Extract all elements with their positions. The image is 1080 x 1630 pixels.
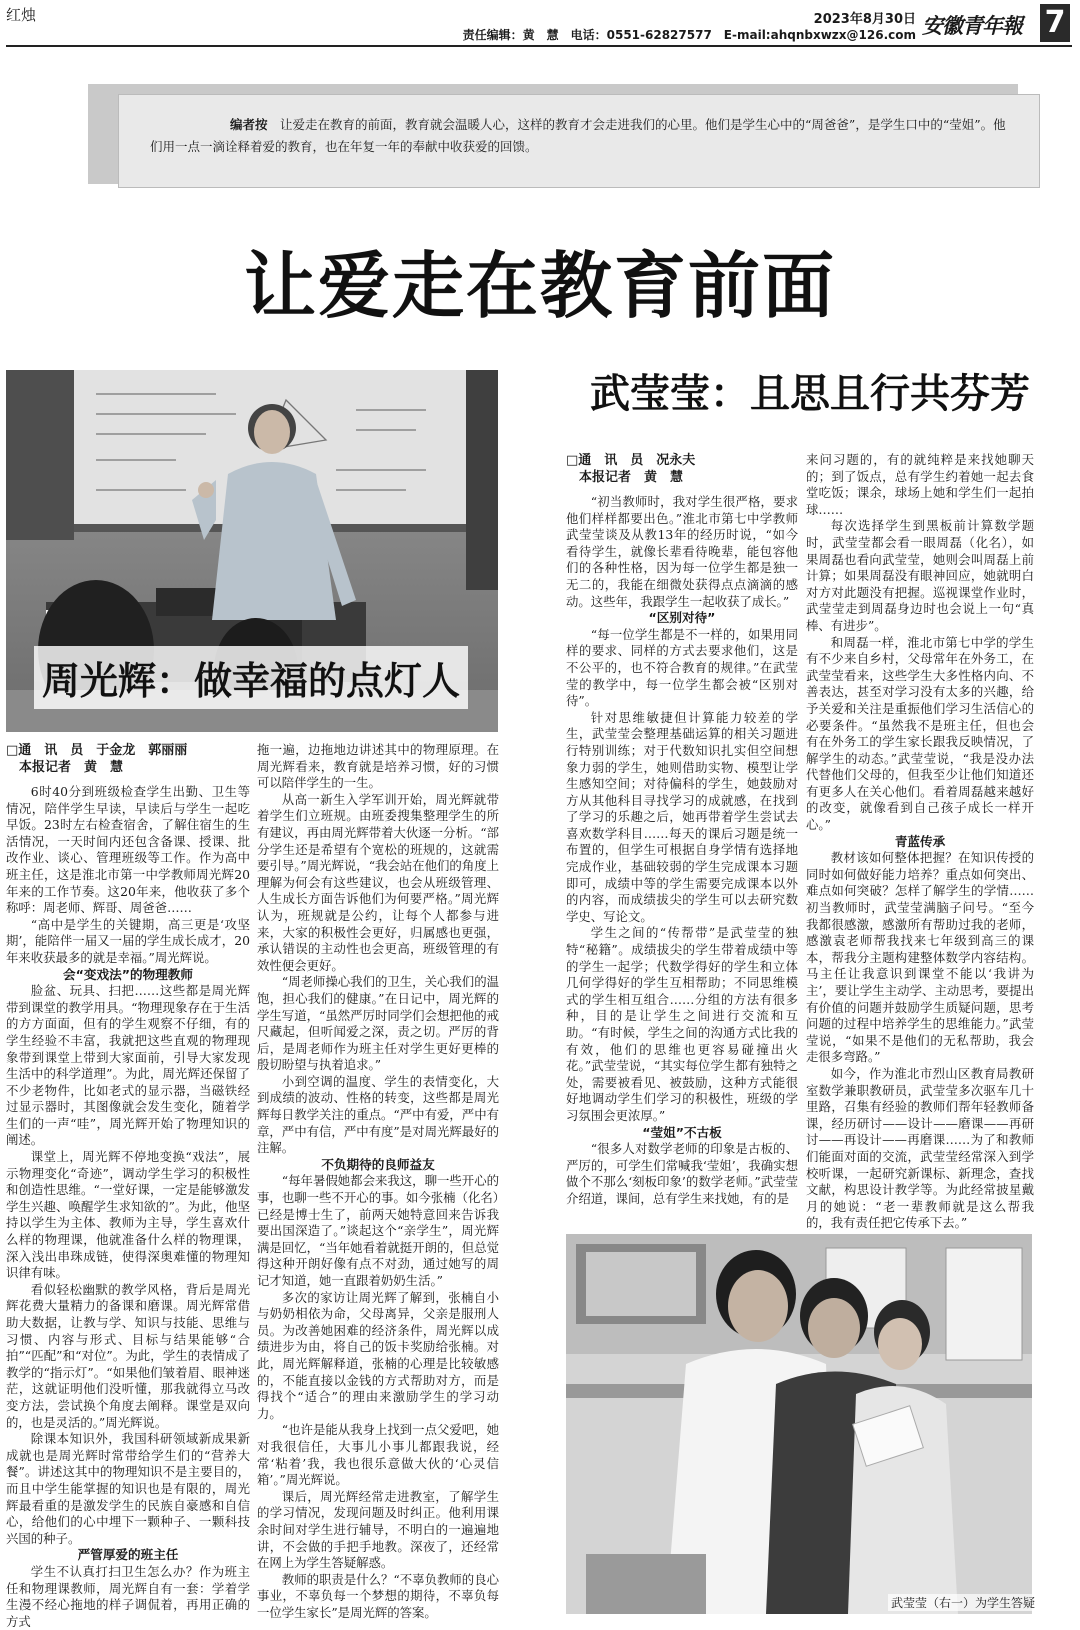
paragraph: 多次的家访让周光辉了解到，张楠自小与奶奶相依为命，父母离异，父亲是服刑人员。为改善她困难的经济条件，周光辉以成绩进步为由，将自己的饭卡奖励给张楠。对此，周光辉解释道，张楠的心理是比较敏感的，不能直接以金钱的方式帮助对方，而是得找个“适合”的理由来激励学生的学习动力。 bbox=[257, 1289, 499, 1421]
paragraph: “也许是能从我身上找到一点父爱吧，她对我很信任，大事儿小事儿都跟我说，经常‘粘着’我，我也很乐意做大伙的‘心灵信箱’。”周光辉说。 bbox=[257, 1422, 499, 1488]
editor-note-label: 编者按 bbox=[230, 117, 268, 132]
paragraph: 教师的职责是什么？“不辜负教师的良心事业，不辜负每一个梦想的期待，不辜负每一位学生家长”是周光辉的答案。 bbox=[257, 1571, 499, 1620]
paragraph: 小到空调的温度、学生的表情变化，大到成绩的波动、性格的转变，这些都是周光辉每日教学关注的重点。“严中有爱，严中有章，严中有信，严中有度”是对周光辉最好的注解。 bbox=[257, 1073, 499, 1156]
newspaper-logo bbox=[922, 4, 1072, 44]
paragraph: “初当教师时，我对学生很严格，要求他们样样都要出色。”淮北市第七中学教师武莹莹谈及从教13年的经历时说，“如今看待学生，就像长辈看待晚辈，能包容他们的各种性格，因为每一位学生都是独一无二的，我能在细微处获得点点滴滴的感动。这些年，我跟学生一起收获了成长。” bbox=[566, 494, 798, 609]
paragraph: “很多人对数学老师的印象是古板的、严厉的，可学生们常喊我‘莹姐’，我确实想做个不那么‘刻板印象’的数学老师。”武莹莹介绍道，课间，总有学生来找她，有的是 bbox=[566, 1141, 798, 1206]
right-article-column-1 bbox=[566, 452, 798, 1208]
paragraph: 教材该如何整体把握？在知识传授的同时如何做好能力培养？重点如何突出、难点如何突破？怎样了解学生的学情……初当教师时，武莹莹满脑子问号。“至今我都很感激，感激所有帮助过我的老师，感激袁老师帮我找来七年级到高三的课本，帮我分主题构建整体数学内容结构。马主任让我意识到课堂不能以‘我讲为主’，要让学生主动学、主动思考，要提出有价值的问题并鼓励学生质疑问题，思考问题的过程中培养学生的思维能力。”武莹莹说，“如果不是他们的无私帮助，我会走很多弯路。” bbox=[806, 850, 1034, 1065]
subheading: 不负期待的良师益友 bbox=[321, 1156, 435, 1172]
teacher-students-photo bbox=[566, 1234, 1032, 1614]
right-byline-correspondent: □通 讯 员 况永夫 bbox=[566, 453, 696, 468]
page-title: 让爱走在教育前面 bbox=[243, 243, 836, 328]
left-article-title: 周光辉：做幸福的点灯人 bbox=[34, 646, 468, 709]
header-rule bbox=[6, 45, 1072, 47]
paragraph: 来问习题的，有的就纯粹是来找她聊天的；到了饭点，总有学生约着她一起去食堂吃饭；课余，球场上她和学生们一起拍球…… bbox=[806, 452, 1034, 517]
editor-note-text: 让爱走在教育的前面，教育就会温暖人心，这样的教育才会走进我们的心里。他们是学生心中的“周爸爸”，是学生口中的“莹姐”。他们用一点一滴诠释着爱的教育，也在年复一年的奉献中收获爱的回馈。 bbox=[150, 117, 1006, 154]
right-byline-reporter: 本报记者 黄 慧 bbox=[566, 470, 684, 485]
subheading: 青蓝传承 bbox=[894, 833, 946, 849]
photo-caption: 武莹莹（右一）为学生答疑 bbox=[888, 1594, 1038, 1611]
editor-note bbox=[150, 114, 1006, 158]
paragraph: 脸盆、玩具、扫把……这些都是周光辉带到课堂的教学用具。“物理现象存在于生活的方方面面，但有的学生观察不仔细，有的学生经验不丰富，我就把这些直观的物理现象带到课堂上带到大家面前，引导大家发现生活中的科学道理”。为此，周光辉还保留了不少老物件，比如老式的显示器，当磁铁经过显示器时，其图像就会发生变化，随着学生们的一声“哇”，周光辉开始了物理知识的阐述。 bbox=[6, 983, 250, 1148]
paragraph: 看似轻松幽默的教学风格，背后是周光辉花费大量精力的备课和磨课。周光辉常借助大数据，让教与学、知识与技能、思维与习惯、内容与形式、目标与结果能够“合拍”“匹配”和“对位”。为此，学生的表情成了教学的“指示灯”。“如果他们皱着眉、眼神迷茫，这就证明他们没听懂，那我就得立马改变方法，尝试换个角度去阐释。课堂是双向的，也是灵活的。”周光辉说。 bbox=[6, 1281, 250, 1430]
paragraph: “每年暑假她都会来我这，聊一些开心的事，也聊一些不开心的事。如今张楠（化名）已经是博士生了，前两天她特意回来告诉我要出国深造了。”谈起这个“亲学生”，周光辉满是回忆，“当年她看着就挺开朗的，但总觉得这种开朗好像有点不对劲，通过她写的周记才知道，她一直跟着奶奶生活。” bbox=[257, 1173, 499, 1288]
subheading: “莹姐”不古板 bbox=[642, 1124, 722, 1140]
issue-date: 2023年8月30日 bbox=[813, 12, 916, 27]
editor-contact-line: 责任编辑：黄 慧 电话：0551-62827577 E-mail:ahqnbxwzx@126.com bbox=[462, 28, 916, 42]
paragraph: 针对思维敏捷但计算能力较差的学生，武莹莹会整理基础运算的相关习题进行特别训练；对于代数知识扎实但空间想象力弱的学生，她则借助实物、模型让学生感知空间；对待偏科的学生，她鼓励对方从其他科目寻找学习的成就感，在找到了学习的乐趣之后，她再带着学生尝试去喜欢数学科目……每天的课后习题是统一布置的，但学生可根据自身学情有选择地完成作业，基础较弱的学生完成课本习题即可，成绩中等的学生需要完成课本以外的内容，而成绩拔尖的学生可以去研究数学史、写论文。 bbox=[566, 709, 798, 924]
subheading: 严管厚爱的班主任 bbox=[77, 1547, 179, 1563]
page-number: 7 bbox=[1040, 4, 1070, 42]
left-byline-reporter: 本报记者 黄 慧 bbox=[6, 760, 124, 775]
paragraph: “每一位学生都是不一样的，如果用同样的要求、同样的方式去要求他们，这是不公平的，也不符合教育的规律。”在武莹莹的教学中，每一位学生都会被“区别对待”。 bbox=[566, 626, 798, 709]
subheading: 会“变戏法”的物理教师 bbox=[63, 966, 193, 982]
paragraph: 如今，作为淮北市烈山区教育局教研室数学兼职教研员，武莹莹多次驱车几十里路，召集有经验的教师们帮年轻教师备课，经历研讨——设计——磨课——再研讨——再设计——再磨课……为了和教师们能面对面的交流，武莹莹经常深入到学校听课，一起研究新课标、新理念，查找文献，构思设计教学等。为此经常披星戴月的她说：“老一辈教师就是这么帮我的，我有责任把它传承下去。” bbox=[806, 1065, 1034, 1231]
paragraph: 拖一遍，边拖地边讲述其中的物理原理。在周光辉看来，教育就是培养习惯，好的习惯可以陪伴学生的一生。 bbox=[257, 742, 499, 791]
paragraph: 学生不认真打扫卫生怎么办？作为班主任和物理课教师，周光辉自有一套：学着学生漫不经心拖地的样子调侃着，再用正确的方式 bbox=[6, 1563, 250, 1629]
paragraph: “周老师操心我们的卫生，关心我们的温饱，担心我们的健康。”在日记中，周光辉的学生写道，“虽然严厉时同学们会想把他的戒尺藏起，但听闻爱之深，责之切。严厉的背后，是周老师作为班主任对学生更好更棒的殷切盼望与执着追求。” bbox=[257, 974, 499, 1073]
paragraph: 课堂上，周光辉不停地变换“戏法”，展示物理变化“奇迹”，调动学生学习的积极性和创造性思维。“一堂好课，一定是能够激发学生兴趣、唤醒学生求知欲的”。为此，他坚持以学生为主体、教师为主导，学生喜欢什么样的物理课，他就准备什么样的物理课，深入浅出串珠成链，使得深奥难懂的物理知识律有味。 bbox=[6, 1149, 250, 1281]
paragraph: 从高一新生入学军训开始，周光辉就带着学生们立班规。由班委搜集整理学生的所有建议，再由周光辉带着大伙逐一分析。“部分学生还是希望有个宽松的班规的，这就需要引导。”周光辉说，“我会站在他们的角度上理解为何会有这些建议，也会从班级管理、人生成长方面告诉他们为何要严格。”周光辉认为，班规就是公约，让每个人都参与进来，大家的积极性会更好，归属感也更强，承认错误的主动性也会更高，班级管理的有效性便会更好。 bbox=[257, 791, 499, 973]
right-byline bbox=[566, 452, 798, 486]
left-byline-correspondents: □通 讯 员 于金龙 郭丽丽 bbox=[6, 743, 188, 758]
paragraph: 6时40分到班级检查学生出勤、卫生等情况，陪伴学生早读，早读后与学生一起吃早饭。23时左右检查宿舍，了解住宿生的生活情况，一天时间内还包含备课、授课、批改作业、谈心、管理班级等工作。作为高中班主任，这是淮北市第一中学教师周光辉20年来的工作节奏。这20年来，他收获了多个称呼：周老师、辉哥、周爸爸…… bbox=[6, 784, 250, 916]
left-article-column-1 bbox=[6, 742, 250, 1630]
right-article-title: 武莹莹：且思且行共芬芳 bbox=[590, 370, 1030, 417]
paragraph: 每次选择学生到黑板前计算数学题时，武莹莹都会看一眼周磊（化名），如果周磊也看向武莹莹，她则会叫周磊上前计算；如果周磊没有眼神回应，她就明白对方对此题没有把握。巡视课堂作业时，武莹莹走到周磊身边时也会说上一句“真棒、有进步”。 bbox=[806, 518, 1034, 633]
left-article-column-2 bbox=[257, 742, 499, 1621]
newspaper-name: 安徽青年報 bbox=[922, 13, 1022, 38]
paragraph: 课后，周光辉经常走进教室，了解学生的学习情况，发现问题及时纠正。他利用课余时间对学生进行辅导，不明白的一遍遍地讲，不会做的手把手地教。深夜了，还经常在网上为学生答疑解惑。 bbox=[257, 1488, 499, 1571]
right-article-column-2 bbox=[806, 452, 1034, 1232]
left-byline bbox=[6, 742, 250, 776]
subheading: “区别对待” bbox=[648, 610, 716, 626]
paragraph: 除课本知识外，我国科研领域新成果新成就也是周光辉时常带给学生们的“营养大餐”。讲述这其中的物理知识不是主要目的，而且中学生能掌握的知识也是有限的，周光辉最看重的是激发学生的民族自豪感和自信心，给他们的心中埋下一颗种子、一颗科技兴国的种子。 bbox=[6, 1431, 250, 1546]
section-name: 红烛 bbox=[6, 6, 37, 24]
paragraph: 学生之间的“传帮带”是武莹莹的独特“秘籍”。成绩拔尖的学生带着成绩中等的学生一起学；代数学得好的学生和立体几何学得好的学生互相帮助；不同思维模式的学生相互组合……分组的方法有很多种，目的是让学生之间进行交流和互助。“有时候，学生之间的沟通方式比我的有效，他们的思维也更容易碰撞出火花。”武莹莹说，“其实每位学生都有独特之处，需要被看见、被鼓励，这种方式能很好地调动学生们学习的积极性，班级的学习氛围会更浓厚。” bbox=[566, 925, 798, 1123]
paragraph: 和周磊一样，淮北市第七中学的学生有不少来自乡村，父母常年在外务工，在武莹莹看来，这些学生大多性格内向、不善表达，甚至对学习没有太多的兴趣，给予关爱和关注是重振他们学习生活信心的必要条件。“虽然我不是班主任，但也会有在外务工的学生家长跟我反映情况，了解学生的动态。”武莹莹说，“我是没办法代替他们父母的，但我至少让他们知道还有更多人在关心他们。看着周磊越来越好的改变，就像看到自己孩子成长一样开心。” bbox=[806, 634, 1034, 833]
paragraph: “高中是学生的关键期，高三更是‘攻坚期’，能陪伴一届又一届的学生成长成才，20年来收获最多的就是幸福。”周光辉说。 bbox=[6, 916, 250, 965]
